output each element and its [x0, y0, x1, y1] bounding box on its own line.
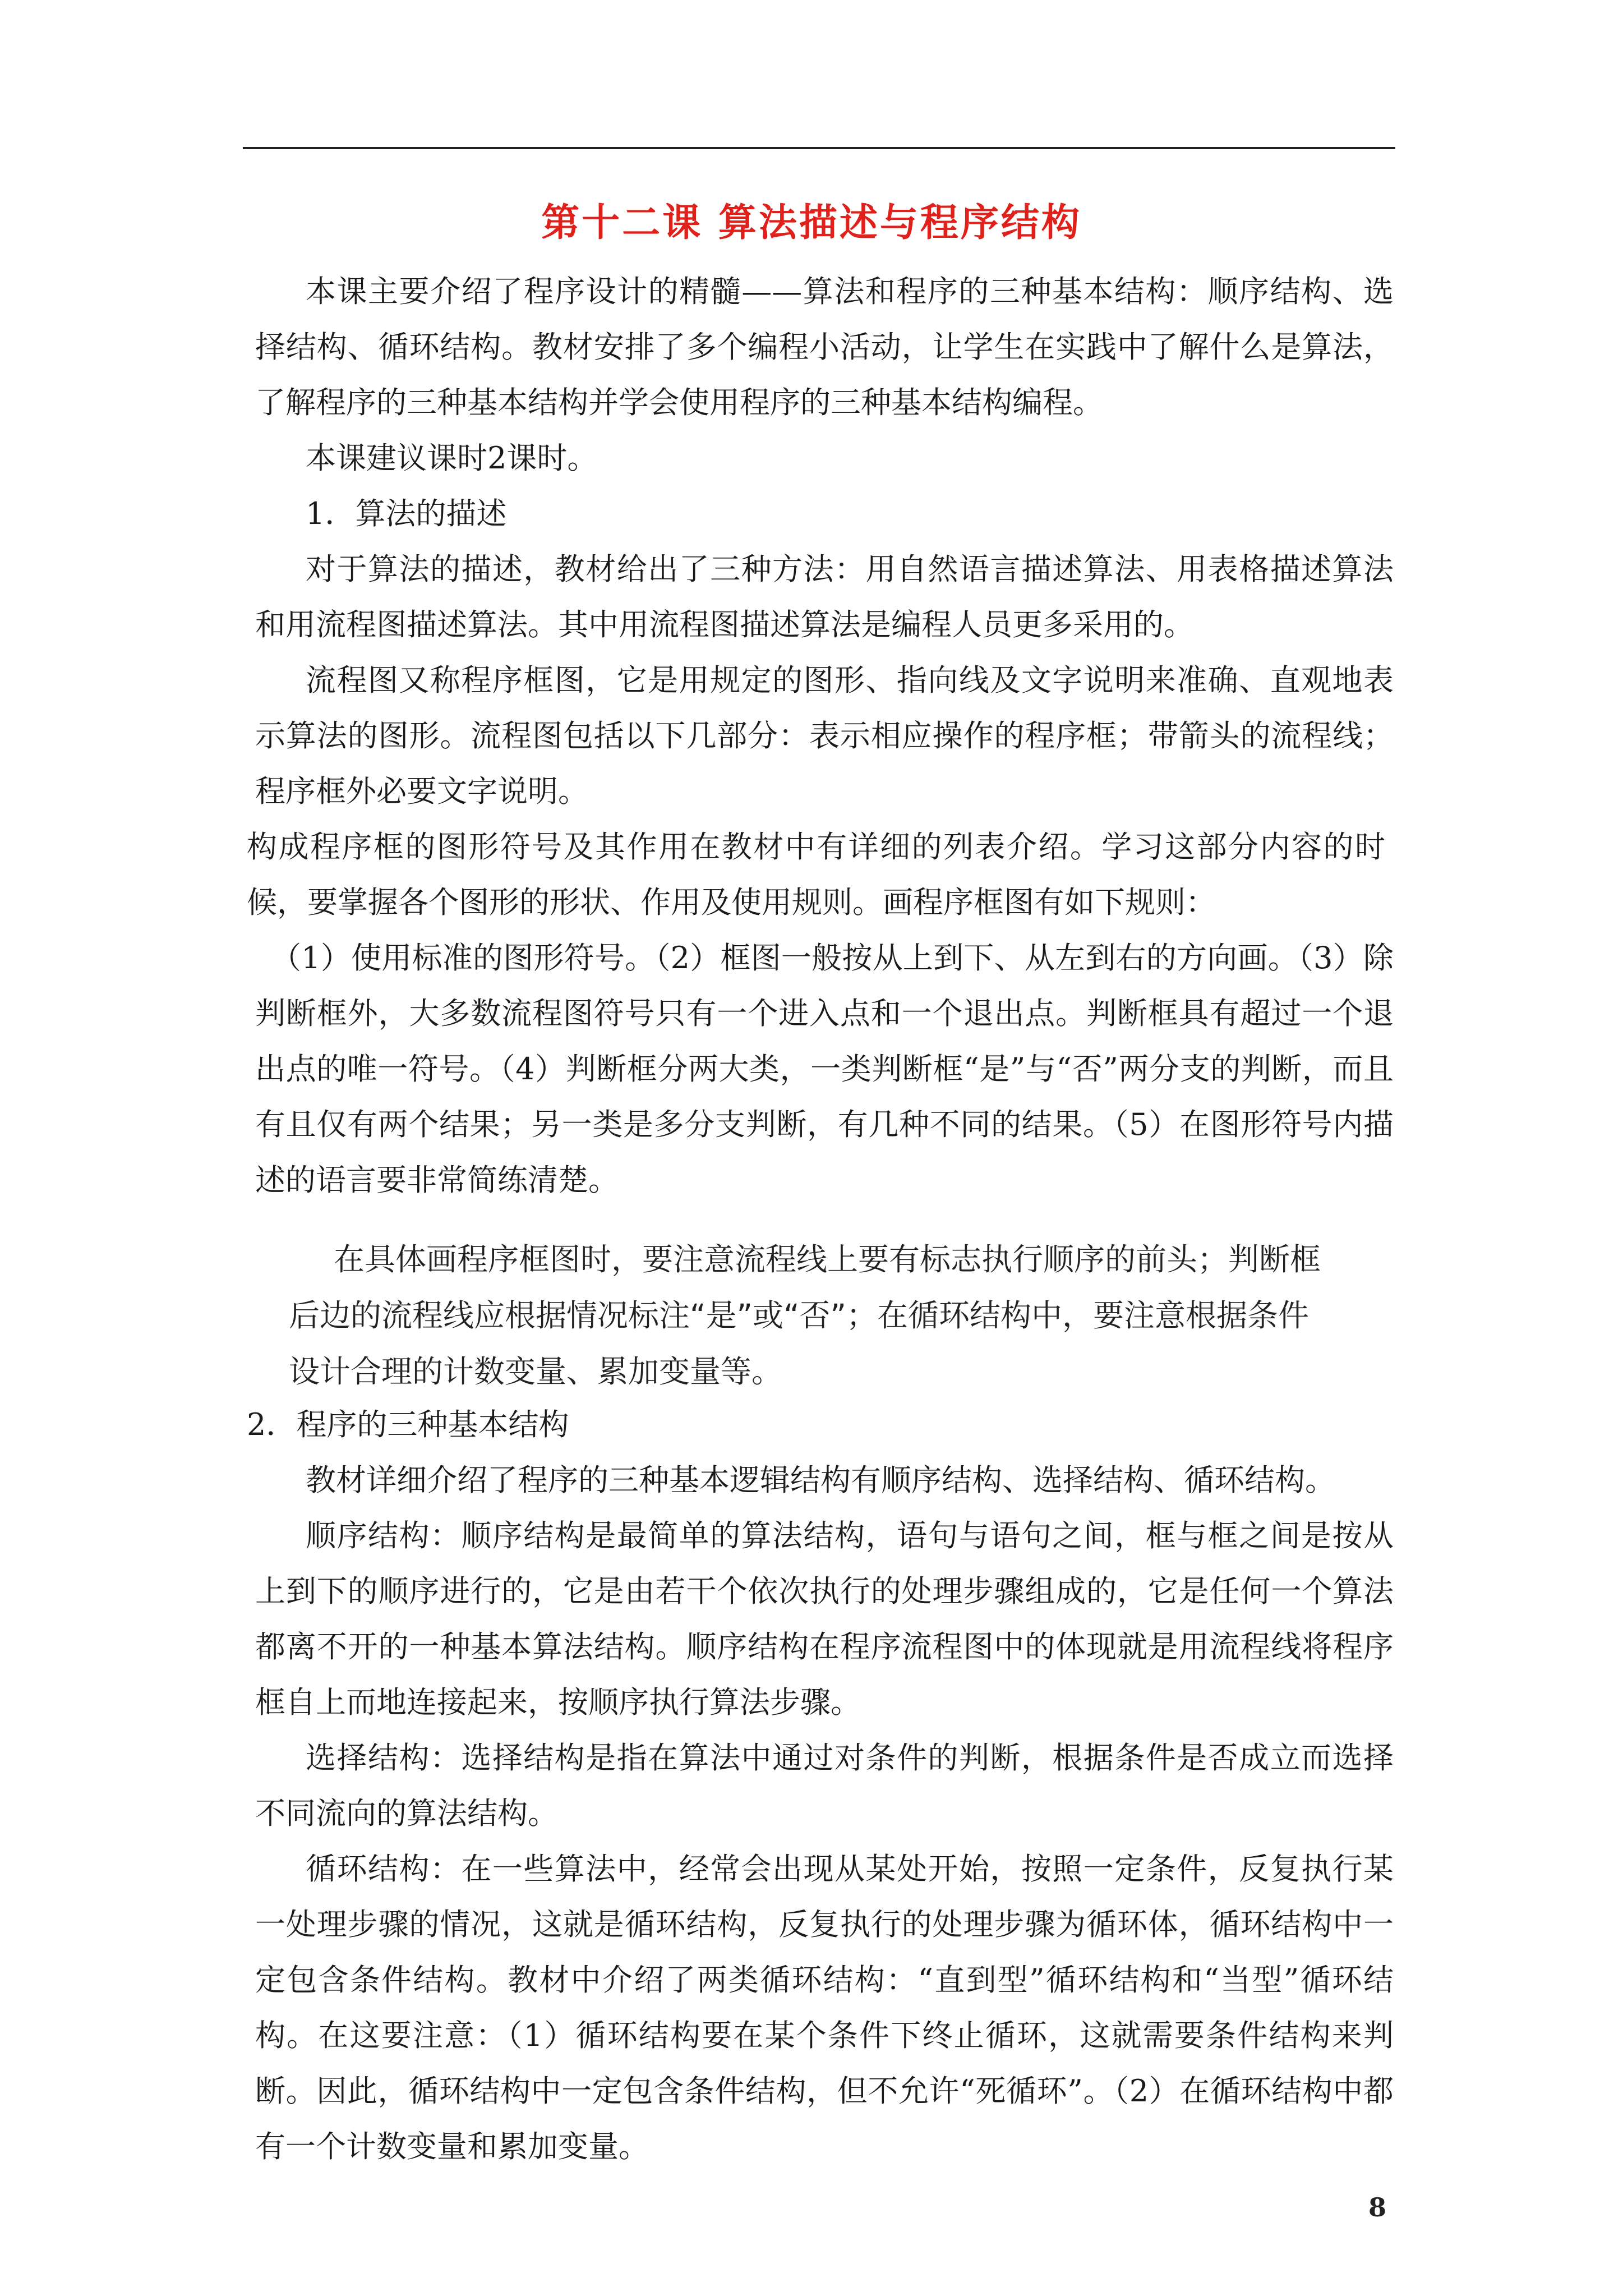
loop-structure-paragraph: 循环结构：在一些算法中，经常会出现从某处开始，按照一定条件，反复执行某一处理步骤的情况，这就是循环结构，反复执行的处理步骤为循环体，循环结构中一定包含条件结构。教材中介绍了两类循环结构：“直到型”循环结构和“当型”循环结构。在这要注意：（1）循环结构要在某个条件下终止循环，这就需要条件结构来判断。因此，循环结构中一定包含条件结构，但不允许“死循环”。（2）在循环结构中都有一个计数变量和累加变量。: [255, 1851, 1394, 2164]
header-rule: [243, 147, 1395, 149]
section-heading-2: 2．程序的三种基本结构: [247, 1407, 569, 1442]
scanned-note: [269, 1231, 1391, 1400]
note-line: 在具体画程序框图时，要注意流程线上要有标志执行顺序的前头；判断框: [334, 1241, 1321, 1277]
intro-paragraph: 本课主要介绍了程序设计的精髓——算法和程序的三种基本结构：顺序结构、选择结构、循环结构。教材安排了多个编程小活动，让学生在实践中了解什么是算法，了解程序的三种基本结构并学会使用程序的三种基本结构编程。: [255, 274, 1394, 420]
symbols-paragraph: 构成程序框的图形符号及其作用在教材中有详细的列表介绍。学习这部分内容的时候，要掌握各个图形的形状、作用及使用规则。画程序框图有如下规则：: [247, 829, 1385, 920]
algorithm-description-paragraph: 对于算法的描述，教材给出了三种方法：用自然语言描述算法、用表格描述算法和用流程图描述算法。其中用流程图描述算法是编程人员更多采用的。: [255, 551, 1394, 642]
page-number: 8: [1368, 2192, 1387, 2223]
three-structures-paragraph: 教材详细介绍了程序的三种基本逻辑结构有顺序结构、选择结构、循环结构。: [306, 1462, 1335, 1498]
page-title: 第十二课 算法描述与程序结构: [541, 200, 1082, 245]
selection-structure-paragraph: 选择结构：选择结构是指在算法中通过对条件的判断，根据条件是否成立而选择不同流向的算法结构。: [255, 1740, 1394, 1831]
flowchart-paragraph: 流程图又称程序框图，它是用规定的图形、指向线及文字说明来准确、直观地表示算法的图形。流程图包括以下几部分：表示相应操作的程序框；带箭头的流程线；程序框外必要文字说明。: [255, 662, 1394, 809]
sequence-structure-paragraph: 顺序结构：顺序结构是最简单的算法结构，语句与语句之间，框与框之间是按从上到下的顺序进行的，它是由若干个依次执行的处理步骤组成的，它是任何一个算法都离不开的一种基本算法结构。顺序结构在程序流程图中的体现就是用流程线将程序框自上而地连接起来，按顺序执行算法步骤。: [255, 1518, 1394, 1720]
section-heading-1: 1．算法的描述: [306, 496, 507, 531]
note-line: 设计合理的计数变量、累加变量等。: [289, 1354, 783, 1389]
rules-paragraph: （1）使用标准的图形符号。（2）框图一般按从上到下、从左到右的方向画。（3）除判断框外，大多数流程图符号只有一个进入点和一个退出点。判断框具有超过一个退出点的唯一符号。（4）判断框分两大类，一类判断框“是”与“否”两分支的判断，而且有且仅有两个结果；另一类是多分支判断，有几种不同的结果。（5）在图形符号内描述的语言要非常简练清楚。: [255, 940, 1394, 1198]
note-line: 后边的流程线应根据情况标注“是”或“否”；在循环结构中，要注意根据条件: [289, 1297, 1309, 1333]
class-hours-paragraph: 本课建议课时2课时。: [306, 440, 598, 476]
